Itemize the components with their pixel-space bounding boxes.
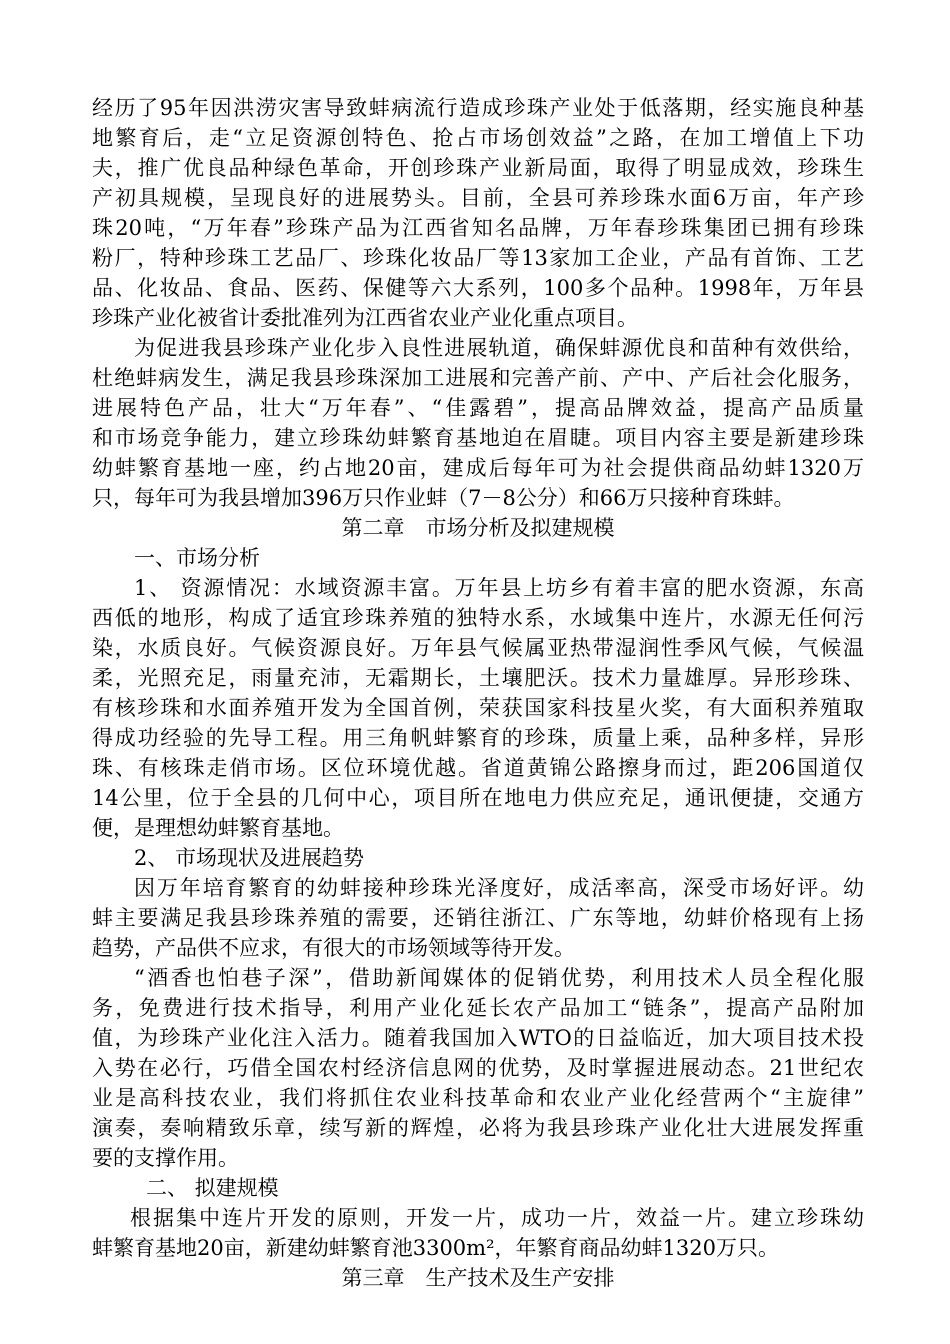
text-line: 业是高科技农业，我们将抓住农业科技革命和农业产业化经营两个“主旋律”	[92, 1086, 864, 1110]
text-line: 珠、有核珠走俏市场。区位环境优越。省道黄锦公路擦身而过，距206国道仅	[92, 756, 864, 780]
text-line: 夫，推广优良品种绿色革命，开创珍珠产业新局面，取得了明显成效，珍珠生	[92, 156, 864, 180]
document-page	[92, 93, 864, 1293]
text-line: 蚌繁育基地20亩，新建幼蚌繁育池3300m²，年繁育商品幼蚌1320万只。	[92, 1236, 779, 1260]
text-line: 为促进我县珍珠产业化步入良性进展轨道，确保蚌源优良和苗种有效供给，	[134, 336, 864, 360]
text-line: 和市场竞争能力，建立珍珠幼蚌繁育基地迫在眉睫。项目内容主要是新建珍珠	[92, 426, 864, 450]
text-line: 趋势，产品供不应求，有很大的市场领域等待开发。	[92, 936, 575, 960]
text-line: 经历了95年因洪涝灾害导致蚌病流行造成珍珠产业处于低落期，经实施良种基	[92, 96, 864, 120]
section-heading: 2、 市场现状及进展趋势	[134, 846, 365, 870]
text-line: 幼蚌繁育基地一座，约占地20亩，建成后每年可为社会提供商品幼蚌1320万	[92, 456, 864, 480]
text-line: 进展特色产品，壮大“万年春”、“佳露碧”，提高品牌效益，提高产品质量	[92, 396, 864, 420]
text-line: 品、化妆品、食品、医药、保健等六大系列，100多个品种。1998年，万年县	[92, 276, 864, 300]
text-line: “酒香也怕巷子深”，借助新闻媒体的促销优势，利用技术人员全程化服	[134, 966, 864, 990]
text-line: 便，是理想幼蚌繁育基地。	[92, 816, 344, 840]
text-line: 地繁育后，走“立足资源创特色、抢占市场创效益”之路，在加工增值上下功	[92, 126, 864, 150]
chapter-heading: 第三章 生产技术及生产安排	[341, 1266, 615, 1290]
text-line: 入势在必行，巧借全国农村经济信息网的优势，及时掌握进展动态。21世纪农	[92, 1056, 864, 1080]
text-line: 柔，光照充足，雨量充沛，无霜期长，土壤肥沃。技术力量雄厚。异形珍珠、	[92, 666, 864, 690]
text-line: 得成功经验的先导工程。用三角帆蚌繁育的珍珠，质量上乘，品种多样，异形	[92, 726, 864, 750]
text-line: 1、 资源情况：水域资源丰富。万年县上坊乡有着丰富的肥水资源，东高	[134, 576, 864, 600]
text-line: 西低的地形，构成了适宜珍珠养殖的独特水系，水域集中连片，水源无任何污	[92, 606, 864, 630]
text-line: 务，免费进行技术指导，利用产业化延长农产品加工“链条”，提高产品附加	[92, 996, 864, 1020]
text-line: 产初具规模，呈现良好的进展势头。目前，全县可养珍珠水面6万亩，年产珍	[92, 186, 864, 210]
text-line: 因万年培育繁育的幼蚌接种珍珠光泽度好，成活率高，深受市场好评。幼	[134, 876, 864, 900]
text-line: 演奏，奏响精致乐章，续写新的辉煌，必将为我县珍珠产业化壮大进展发挥重	[92, 1116, 864, 1140]
text-line: 染，水质良好。气候资源良好。万年县气候属亚热带湿润性季风气候，气候温	[92, 636, 864, 660]
text-line: 杜绝蚌病发生，满足我县珍珠深加工进展和完善产前、产中、产后社会化服务，	[92, 366, 864, 390]
text-line: 要的支撑作用。	[92, 1146, 239, 1170]
text-line: 珠20吨，“万年春”珍珠产品为江西省知名品牌，万年春珍珠集团已拥有珍珠	[92, 216, 864, 240]
text-line: 珍珠产业化被省计委批准列为江西省农业产业化重点项目。	[92, 306, 638, 330]
chapter-heading: 第二章 市场分析及拟建规模	[341, 516, 615, 540]
text-line: 只，每年可为我县增加396万只作业蚌（7－8公分）和66万只接种育珠蚌。	[92, 486, 795, 510]
text-line: 值，为珍珠产业化注入活力。随着我国加入WTO的日益临近，加大项目技术投	[92, 1026, 864, 1050]
text-line: 蚌主要满足我县珍珠养殖的需要，还销往浙江、广东等地，幼蚌价格现有上扬	[92, 906, 864, 930]
text-line: 14公里，位于全县的几何中心，项目所在地电力供应充足，通讯便捷，交通方	[92, 786, 864, 810]
section-heading: 一、市场分析	[134, 546, 260, 570]
text-line: 粉厂，特种珍珠工艺品厂、珍珠化妆品厂等13家加工企业，产品有首饰、工艺	[92, 246, 864, 270]
section-heading: 二、 拟建规模	[146, 1176, 279, 1200]
text-line: 根据集中连片开发的原则，开发一片，成功一片，效益一片。建立珍珠幼	[130, 1206, 864, 1230]
text-line: 有核珍珠和水面养殖开发为全国首例，荣获国家科技星火奖，有大面积养殖取	[92, 696, 864, 720]
